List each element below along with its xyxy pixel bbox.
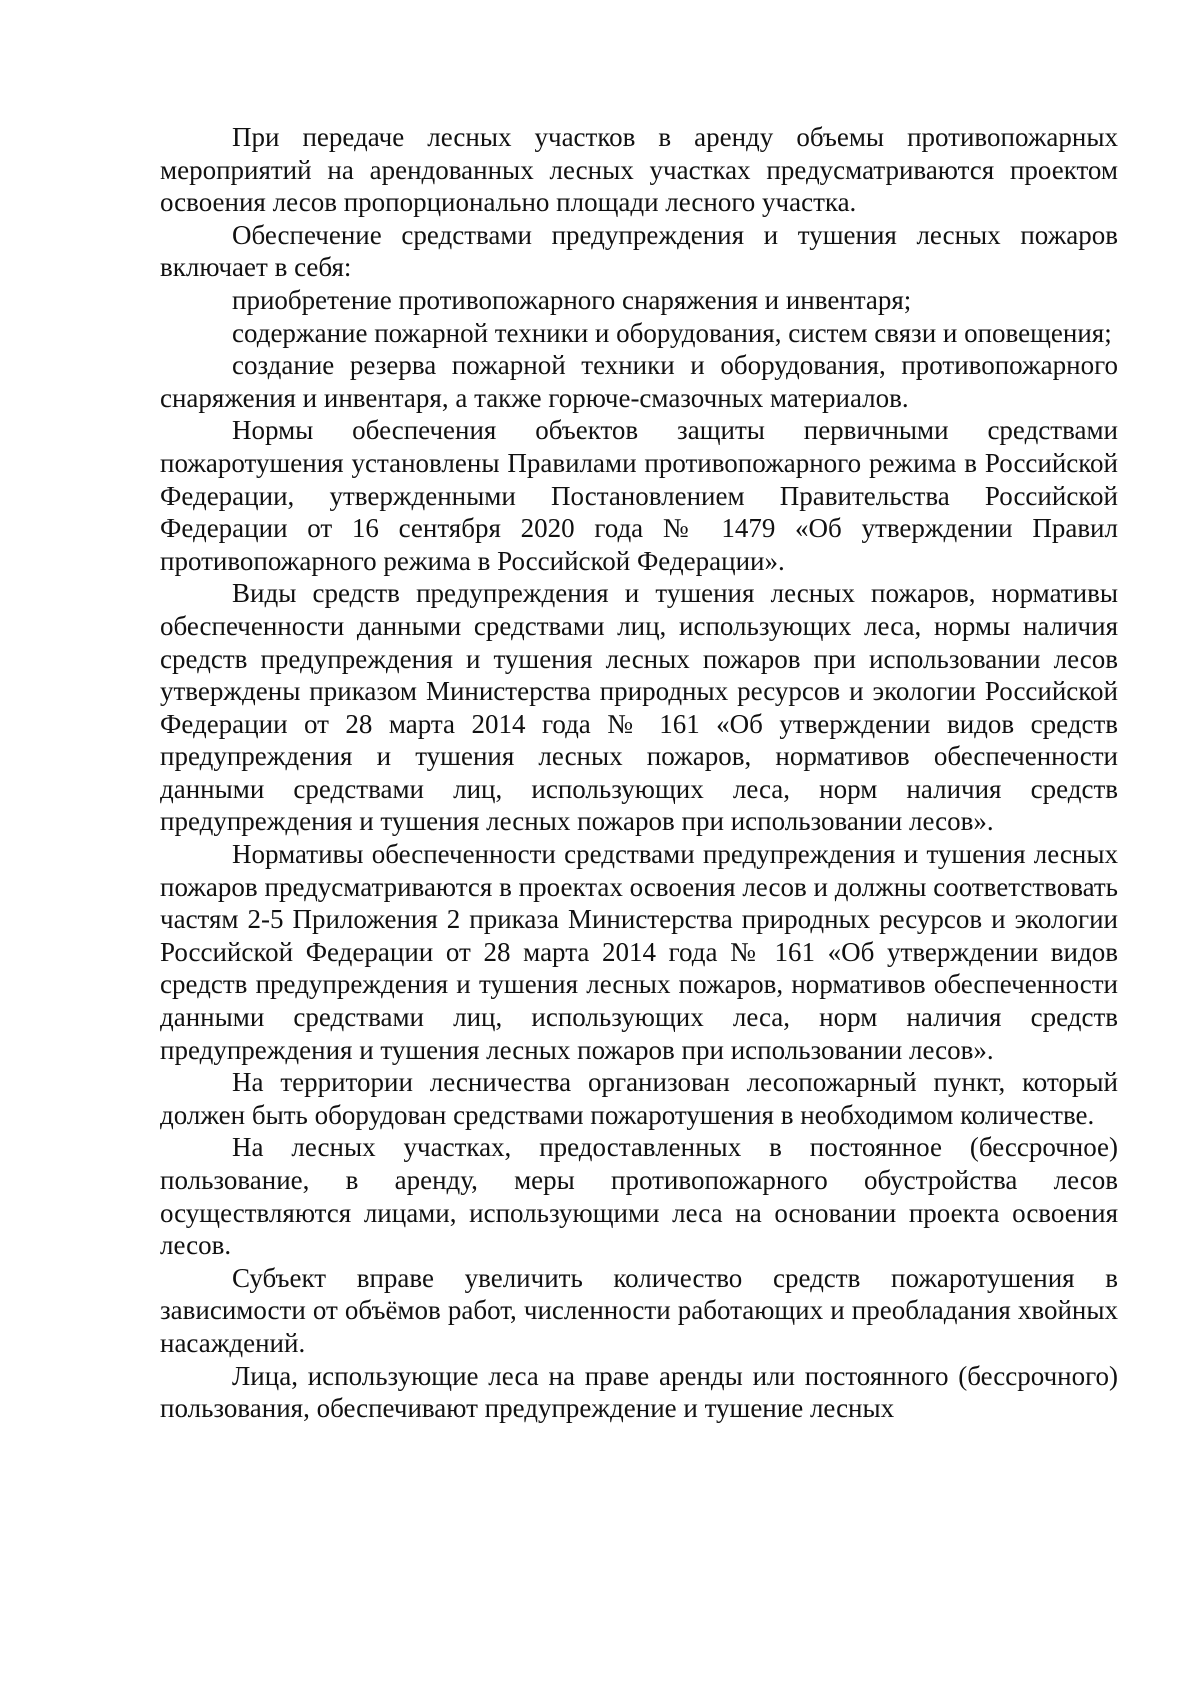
list-item-reserve-creation: создание резерва пожарной техники и оборудования, противопожарного снаряжения и инвентаря, а также горюче-смазочных материалов. xyxy=(160,350,1118,413)
body-text xyxy=(160,121,1118,1425)
paragraph-lease-use-measures: На лесных участках, предоставленных в постоянное (бессрочное) пользование, в аренду, меры противопожарного обустройства лесов осуществляются лицами, использующими леса на основании проекта освоения лесов. xyxy=(160,1132,1118,1261)
list-item-equipment-maintenance: содержание пожарной техники и оборудования, систем связи и оповещения; xyxy=(232,317,1112,348)
paragraph-forest-users: Лица, использующие леса на праве аренды или постоянного (бессрочного) пользования, обеспечивают предупреждение и тушение лесных xyxy=(160,1360,1118,1424)
paragraph-norms-fire-regime: Нормы обеспечения объектов защиты первичными средствами пожаротушения установлены Правилами противопожарного режима в Российской Федерации, утвержденными Постановлением Правительства Российской Федерации от 16 сентября 2020 года № 1479 «Об утверждении Правил противопожарного режима в Российской Федерации». xyxy=(160,415,1118,576)
paragraph-fire-station: На территории лесничества организован лесопожарный пункт, который должен быть оборудован средствами пожаротушения в необходимом количестве. xyxy=(160,1067,1118,1130)
paragraph-provision-includes: Обеспечение средствами предупреждения и тушения лесных пожаров включает в себя: xyxy=(160,219,1118,283)
paragraph-lease-fire-measures: При передаче лесных участков в аренду объемы противопожарных мероприятий на арендованных лесных участках предусматриваются проектом освоения лесов пропорционально площади лесного участка. xyxy=(160,122,1118,218)
paragraph-types-of-means: Виды средств предупреждения и тушения лесных пожаров, нормативы обеспеченности данными средствами лиц, использующих леса, нормы наличия средств предупреждения и тушения лесных пожаров при использовании лесов утверждены приказом Министерства природных ресурсов и экологии Российской Федерации от 28 марта 2014 года № 161 «Об утверждении видов средств предупреждения и тушения лесных пожаров, нормативов обеспеченности данными средствами лиц, использующих леса, норм наличия средств предупреждения и тушения лесных пожаров при использовании лесов». xyxy=(160,578,1118,837)
paragraph-subject-increase: Субъект вправе увеличить количество средств пожаротушения в зависимости от объёмов работ, численности работающих и преобладания хвойных насаждений. xyxy=(160,1262,1118,1358)
list-item-equipment-purchase: приобретение противопожарного снаряжения и инвентаря; xyxy=(232,284,912,315)
paragraph-supply-standards: Нормативы обеспеченности средствами предупреждения и тушения лесных пожаров предусматриваются в проектах освоения лесов и должны соответствовать частям 2-5 Приложения 2 приказа Министерства природных ресурсов и экологии Российской Федерации от 28 марта 2014 года № 161 «Об утверждении видов средств предупреждения и тушения лесных пожаров, нормативов обеспеченности данными средствами лиц, использующих леса, норм наличия средств предупреждения и тушения лесных пожаров при использовании лесов». xyxy=(160,839,1118,1065)
